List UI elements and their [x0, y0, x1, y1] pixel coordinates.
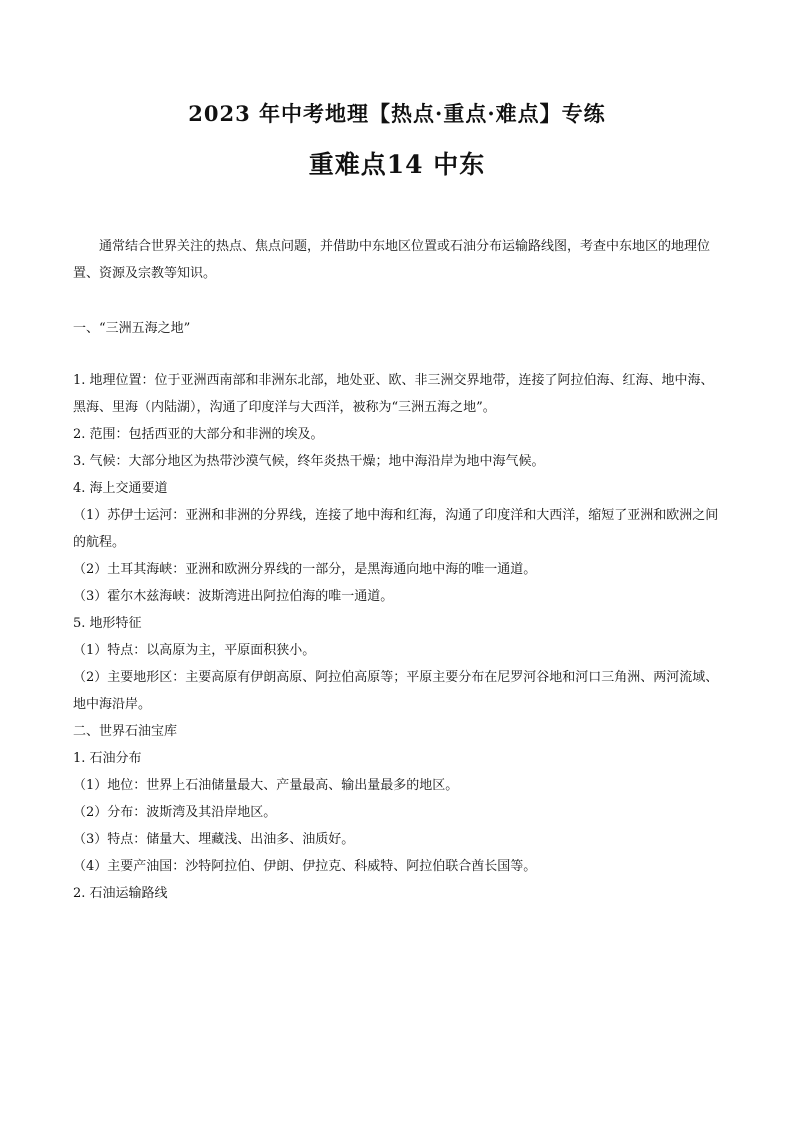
paragraph-climate: 3. 气候：大部分地区为热带沙漠气候，终年炎热干燥；地中海沿岸为地中海气候。 — [73, 454, 545, 469]
document-subtitle: 重难点14 中东 — [308, 150, 486, 179]
section-1-heading: 一、“三洲五海之地” — [73, 321, 191, 336]
paragraph-suez-canal: （1）苏伊士运河：亚洲和非洲的分界线，连接了地中海和红海，沟通了印度洋和大西洋，缩短了亚洲和欧洲之间的航程。 — [73, 508, 719, 550]
paragraph-sea-routes: 4. 海上交通要道 — [73, 481, 168, 496]
paragraph-oil-countries: （4）主要产油国：沙特阿拉伯、伊朗、伊拉克、科威特、阿拉伯联合酋长国等。 — [73, 859, 537, 874]
section-2-heading: 二、世界石油宝库 — [73, 724, 178, 739]
paragraph-landforms: （2）主要地形区：主要高原有伊朗高原、阿拉伯高原等；平原主要分布在尼罗河谷地和河口三角洲、两河流域、地中海沿岸。 — [73, 670, 719, 712]
intro-paragraph: 通常结合世界关注的热点、焦点问题，并借助中东地区位置或石油分布运输路线图，考查中东地区的地理位置、资源及宗教等知识。 — [73, 239, 711, 281]
paragraph-oil-distribution: 1. 石油分布 — [73, 751, 142, 766]
paragraph-location: 1. 地理位置：位于亚洲西南部和非洲东北部，地处亚、欧、非三洲交界地带，连接了阿拉伯海、红海、地中海、黑海、里海（内陆湖），沟通了印度洋与大西洋，被称为“三洲五海之地”。 — [73, 373, 714, 415]
document-title: 2023 年中考地理【热点·重点·难点】专练 — [188, 101, 606, 126]
paragraph-oil-location: （2）分布：波斯湾及其沿岸地区。 — [73, 805, 277, 820]
paragraph-oil-features: （3）特点：储量大、埋藏浅、出油多、油质好。 — [73, 832, 355, 847]
paragraph-oil-status: （1）地位：世界上石油储量最大、产量最高、输出量最多的地区。 — [73, 778, 459, 793]
paragraph-scope: 2. 范围：包括西亚的大部分和非洲的埃及。 — [73, 427, 324, 442]
paragraph-terrain-features: （1）特点：以高原为主，平原面积狭小。 — [73, 643, 316, 658]
paragraph-oil-routes: 2. 石油运输路线 — [73, 886, 168, 901]
paragraph-terrain: 5. 地形特征 — [73, 616, 142, 631]
paragraph-turkish-straits: （2）土耳其海峡：亚洲和欧洲分界线的一部分，是黑海通向地中海的唯一通道。 — [73, 562, 537, 577]
paragraph-hormuz-strait: （3）霍尔木兹海峡：波斯湾进出阿拉伯海的唯一通道。 — [73, 589, 394, 604]
